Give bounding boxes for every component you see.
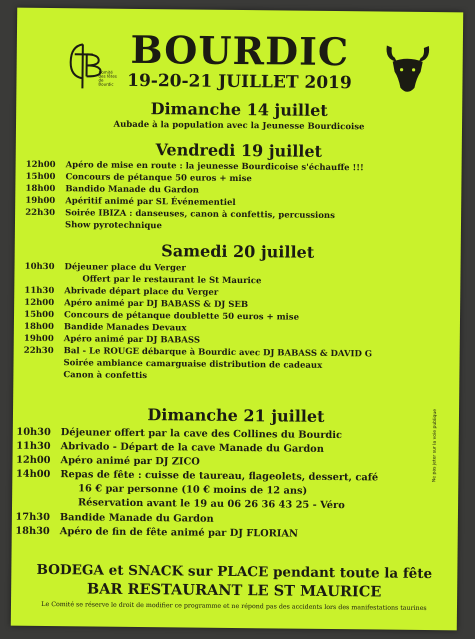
side-note: Ne pas jeter sur la voie publique [432, 408, 439, 483]
event-dates: 19-20-21 JUILLET 2019 [127, 70, 352, 94]
schedule-row: 22h30 Bal - Le ROUGE débarque à Bourdic avec DJ BABASS & DAVID G [23, 345, 373, 360]
bodega-snack-line: BODEGA et SNACK sur PLACE pendant toute la fête [36, 561, 433, 583]
schedule-continuation: Show pyrotechnique [64, 220, 162, 232]
schedule-row: 14h00 Repas de fête : cuisse de taureau, flageolets, dessert, café [15, 468, 379, 484]
schedule-continuation: Soirée ambiance camarguaise distribution de cadeaux [63, 358, 323, 371]
schedule-row: 22h30 Soirée IBIZA : danseuses, canon à confettis, percussions [25, 207, 335, 222]
restaurant-line: BAR RESTAURANT LE ST MAURICE [86, 580, 382, 601]
disclaimer: Le Comité se réserve le droit de modifier ce programme et ne répond pas des accidents lors des manifestations taurines [41, 600, 427, 613]
schedule-row: 19h00 Apéro animé par DJ BABASS [23, 333, 201, 346]
day-heading-friday-19: Vendredi 19 juillet [155, 140, 323, 161]
event-poster [11, 8, 463, 631]
sunday-14-line: Aubade à la population avec la Jeunesse Bourdicoise [113, 119, 365, 133]
schedule-continuation: Canon à confettis [63, 370, 148, 382]
schedule-row: 10h30 Déjeuner place du Verger [24, 261, 186, 274]
schedule-row: 18h30 Apéro de fin de fête animé par DJ FLORIAN [15, 525, 299, 540]
schedule-continuation: 16 € par personne (10 € moins de 12 ans) [78, 483, 308, 497]
schedule-row: 17h30 Bandide Manade du Gardon [15, 511, 214, 525]
schedule-row: 15h00 Concours de pétanque doublette 50 euros + mise [24, 309, 300, 323]
schedule-row: 19h00 Apéritif animé par SL Événementiel [25, 195, 236, 208]
schedule-row: 18h00 Bandide Manades Devaux [24, 321, 187, 334]
day-heading-sunday-14: Dimanche 14 juillet [150, 99, 328, 120]
logo-caption: Comité des fêtes de Bourdic [98, 69, 117, 87]
schedule-continuation: Offert par le restaurant le St Maurice [82, 274, 262, 287]
schedule-row: 10h30 Déjeuner offert par la cave des Collines du Bourdic [16, 426, 343, 442]
schedule-row: 11h30 Abrivado - Départ de la cave Manade du Gardon [16, 440, 324, 455]
schedule-row: 18h00 Bandido Manade du Gardon [25, 183, 200, 196]
schedule-row: 12h00 Apéro de mise en route : la jeunesse Bourdicoise s'échauffe !!! [25, 159, 364, 174]
page-title: BOURDIC [130, 26, 350, 75]
schedule-row: 12h00 Apéro animé par DJ ZICO [16, 454, 200, 468]
schedule-row: 11h30 Abrivade départ place du Verger [24, 285, 219, 298]
schedule-row: 12h00 Apéro animé par DJ BABASS & DJ SEB [24, 297, 249, 311]
day-heading-sunday-21: Dimanche 21 juillet [147, 405, 325, 426]
schedule-row: 15h00 Concours de pétanque 50 euros + mise [25, 171, 252, 185]
schedule-continuation: Réservation avant le 19 au 06 26 36 43 25 - Véro [78, 497, 345, 512]
day-heading-saturday-20: Samedi 20 juillet [161, 241, 315, 262]
bull-head-icon [382, 44, 433, 97]
